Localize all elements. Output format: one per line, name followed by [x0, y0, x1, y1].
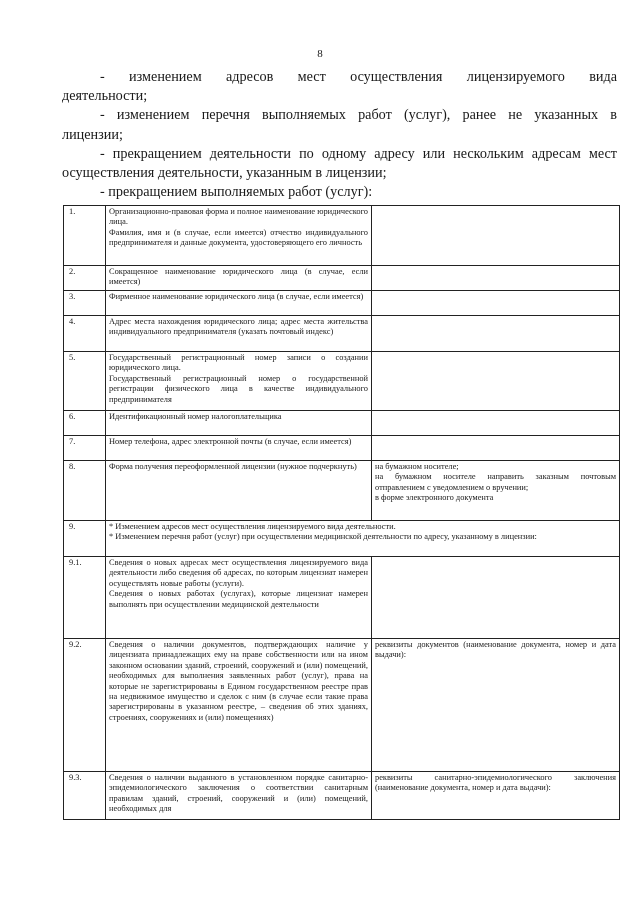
intro-item-address-stop-cont: осуществления деятельности, указанным в лицензии; [62, 165, 387, 182]
row-number: 8. [64, 461, 106, 521]
section-9-header: * Изменением адресов мест осуществления лицензируемого вида деятельности. * Изменением перечня работ (услуг) при осуществлении медицинской деятельности по адресу, указанному в лицензии: [106, 521, 620, 557]
row-label: Сведения о наличии документов, подтверждающих наличие у лицензиата принадлежащих ему на праве собственности или на ином законном основании зданий, строений, сооружений и (или) помещений, необходимых для выполнения заявленных работ (услуг), права на которые не зарегистрированы в Едином государственном реестре прав на недвижимое имущество и сделок с ним (в случае если такие права зарегистрированы в указанном реестре, – сведения об этих зданиях, строениях, сооружениях и (или) помещениях) [106, 639, 372, 772]
table-row [64, 352, 620, 411]
row-number: 1. [64, 206, 106, 266]
table-row [64, 639, 620, 772]
table-row [64, 316, 620, 352]
row-label: Фирменное наименование юридического лица (в случае, если имеется) [106, 291, 372, 316]
table-row [64, 557, 620, 639]
row-value-field[interactable] [372, 411, 620, 436]
row-number: 4. [64, 316, 106, 352]
row-label: Сведения о наличии выданного в установленном порядке санитарно-эпидемиологического заключения о соответствии санитарным правилам зданий, строений, сооружений и (или) помещений, необходимых для [106, 772, 372, 820]
row-value-field[interactable]: реквизиты санитарно-эпидемиологического заключения (наименование документа, номер и дата выдачи): [372, 772, 620, 820]
intro-item-address-change: - изменением адресов мест осуществления лицензируемого вида [100, 69, 617, 85]
row-value-field[interactable] [372, 316, 620, 352]
row-number: 5. [64, 352, 106, 411]
row-value-field[interactable] [372, 291, 620, 316]
row-number: 9.1. [64, 557, 106, 639]
intro-item-works-stop: - прекращением выполняемых работ (услуг): [100, 184, 373, 201]
row-number: 3. [64, 291, 106, 316]
intro-item-works-change-cont: лицензии; [62, 126, 123, 143]
intro-list [62, 68, 617, 202]
intro-item-address-change-cont: деятельности; [62, 88, 148, 105]
row-label: Организационно-правовая форма и полное наименование юридического лица. Фамилия, имя и (в случае, если имеется) отчество индивидуального предпринимателя и данные документа, удостоверяющего его личность [106, 206, 372, 266]
table-row [64, 772, 620, 820]
row-value-field[interactable] [372, 206, 620, 266]
application-table [63, 205, 620, 820]
row-label: Сведения о новых адресах мест осуществления лицензируемого вида деятельности либо сведения об адресах, по которым лицензиат намерен осуществлять новые работы (услуги). Сведения о новых работах (услугах), которые лицензиат намерен выполнять при осуществлении медицинской деятельности [106, 557, 372, 639]
table-row [64, 291, 620, 316]
row-label: Сокращенное наименование юридического лица (в случае, если имеется) [106, 266, 372, 291]
row-value-field[interactable]: реквизиты документов (наименование документа, номер и дата выдачи): [372, 639, 620, 772]
row-value-field[interactable] [372, 436, 620, 461]
row-number: 2. [64, 266, 106, 291]
table-row [64, 266, 620, 291]
row-label: Идентификационный номер налогоплательщика [106, 411, 372, 436]
row-label: Форма получения переоформленной лицензии (нужное подчеркнуть) [106, 461, 372, 521]
row-number: 9.3. [64, 772, 106, 820]
page-number: 8 [317, 48, 323, 60]
row-number: 9. [64, 521, 106, 557]
intro-item-works-change: - изменением перечня выполняемых работ (услуг), ранее не указанных в [100, 107, 617, 124]
row-label: Адрес места нахождения юридического лица; адрес места жительства индивидуального предпринимателя (указать почтовый индекс) [106, 316, 372, 352]
intro-item-address-stop: - прекращением деятельности по одному адресу или нескольким адресам мест [100, 145, 617, 162]
row-value-field[interactable] [372, 266, 620, 291]
row-number: 6. [64, 411, 106, 436]
row-value-field[interactable] [372, 352, 620, 411]
table-row-section-9 [64, 521, 620, 557]
table-row [64, 206, 620, 266]
row-number: 9.2. [64, 639, 106, 772]
table-row [64, 461, 620, 521]
table-row [64, 436, 620, 461]
row-label: Государственный регистрационный номер записи о создании юридического лица. Государственный регистрационный номер о государственной регистрации физического лица в качестве индивидуального предпринимателя [106, 352, 372, 411]
row-number: 7. [64, 436, 106, 461]
row-value-field[interactable] [372, 557, 620, 639]
row-label: Номер телефона, адрес электронной почты (в случае, если имеется) [106, 436, 372, 461]
table-row [64, 411, 620, 436]
delivery-options[interactable]: на бумажном носителе; на бумажном носителе направить заказным почтовым отправлением с уведомлением о вручении; в форме электронного документа [372, 461, 620, 521]
